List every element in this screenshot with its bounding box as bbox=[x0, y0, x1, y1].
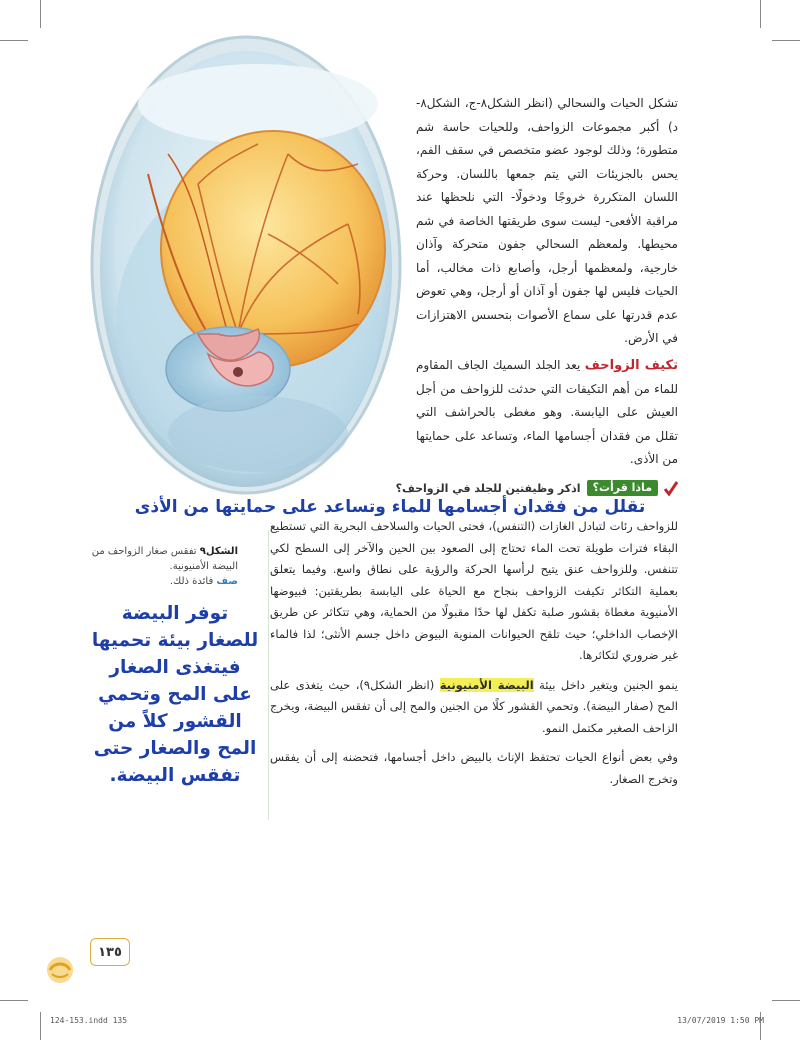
figure-caption bbox=[88, 544, 238, 589]
crop-mark bbox=[40, 0, 41, 28]
amniotic-egg-illustration bbox=[88, 34, 404, 496]
crop-mark bbox=[760, 0, 761, 28]
adaptations-block bbox=[416, 354, 678, 472]
highlighted-term: البيضة الأمنيونية bbox=[439, 677, 534, 692]
heading-reptile-adaptations: تكيف الزواحف bbox=[584, 358, 678, 373]
lower-body bbox=[270, 516, 678, 790]
footer-file-info: 124-153.indd 135 bbox=[50, 1016, 128, 1025]
paragraph-amniotic-egg bbox=[270, 675, 678, 740]
paragraph-snakes-lizards bbox=[416, 92, 678, 351]
footer-timestamp: 13/07/2019 1:50 PM bbox=[677, 1016, 764, 1025]
reading-check-question: اذكر وظيفتين للجلد في الزواحف؟ bbox=[395, 481, 581, 495]
column-divider bbox=[268, 530, 269, 820]
page-number: ١٣٥ bbox=[90, 938, 130, 966]
paragraph-text: (انظر الشكل٩)، حيث يتغذى على المح (صفار البيضة). وتحمي القشور كلًا من الجنين والمح إلى أن تفقس البيضة، ويخرج الزاحف الصغير مكتمل النمو. bbox=[270, 677, 678, 735]
figure-label: الشكل٩ bbox=[199, 546, 238, 557]
paragraph-text: ينمو الجنين ويتغير داخل بيئة bbox=[533, 677, 678, 692]
paragraph-lungs-reproduction: للزواحف رئات لتبادل الغازات (التنفس)، فحتى الحيات والسلاحف البحرية التي تستطيع البقاء فترات طويلة تحت الماء تحتاج إلى الصعود بين الحين والآخر إلى السطح لكي تتنفس. وللزواحف عنق يتيح لرأسها الحركة والرؤية على نطاق واسع. وفيما يتعلق بعملية التكاثر تكيفت الزواحف بنجاح مع الحياة على اليابسة بطريقتين: فبيوضها الأمنيوية مغطاة بقشور صلبة تكفل لها حدًا مقبولًا من الحماية، وهي تتكاثر عن طريق الإخصاب الداخلي؛ حيث تلقح الحيوانات المنوية البيوض داخل جسم الأنثى؛ لذا فالماء غير ضروري لتكاثرها. bbox=[270, 519, 678, 662]
crop-mark bbox=[0, 40, 28, 41]
crop-mark bbox=[40, 1012, 41, 1040]
handwritten-answer: تقلل من فقدان أجسامها للماء وتساعد على حمايتها من الأذى bbox=[134, 497, 646, 517]
figure-caption-text: تفقس صغار الزواحف من البيضة الأمنيونية. bbox=[91, 546, 238, 572]
checkmark-icon bbox=[664, 480, 678, 496]
paragraph-adaptations bbox=[416, 354, 678, 472]
page-ornament-icon bbox=[42, 956, 78, 984]
reading-check bbox=[396, 478, 678, 498]
reading-check-badge: ماذا قرأت؟ bbox=[587, 480, 658, 496]
figure-question-keyword: صف bbox=[216, 576, 238, 587]
paragraph-text: يعد الجلد السميك الجاف المقاوم للماء من أهم التكيفات التي حدثت للزواحف من أجل العيش على اليابسة. وهو مغطى بالحراشف التي تقلل من فقدان أجسامها الماء، وتساعد على حمايتها من الأذى. bbox=[416, 358, 678, 466]
handwritten-note: توفر البيضة للصغار بيئة تحميها فيتغذى الصغار على المح وتحمي القشور كلاً من المح والصغار حتى تفقس البيضة. bbox=[91, 603, 259, 786]
crop-mark bbox=[0, 1000, 28, 1001]
paragraph-snakes-eggs: وفي بعض أنواع الحيات تحتفظ الإناث بالبيض داخل أجسامها، فتحضنه إلى أن يفقس وتخرج الصغار. bbox=[270, 750, 678, 786]
crop-mark bbox=[772, 1000, 800, 1001]
paragraph-text: تشكل الحيات والسحالي (انظر الشكل٨-ج، الشكل٨-د) أكبر مجموعات الزواحف، وللحيات حاسة شم متطورة؛ وذلك لوجود عضو متخصص في سقف الفم، يحس بالجزيئات التي يتم جمعها باللسان. وحركة اللسان المتكررة خروجًا ودخولًا- التي نلحظها عند مراقبة الأفعى- ليست سوى طريقتها الخاصة في شم محيطها. ولمعظم السحالي جفون متحركة وآذان خارجية، ولمعظمها أرجل، وأصابع ذات مخالب، أما الحيات فليس لها جفون أو آذان أو أرجل، وهي تعوض عدم قدرتها على سماع الأصوات بتحسس الاهتزازات في الأرض. bbox=[416, 96, 678, 345]
figure-question-text: فائدة ذلك. bbox=[169, 576, 214, 587]
crop-mark bbox=[772, 40, 800, 41]
